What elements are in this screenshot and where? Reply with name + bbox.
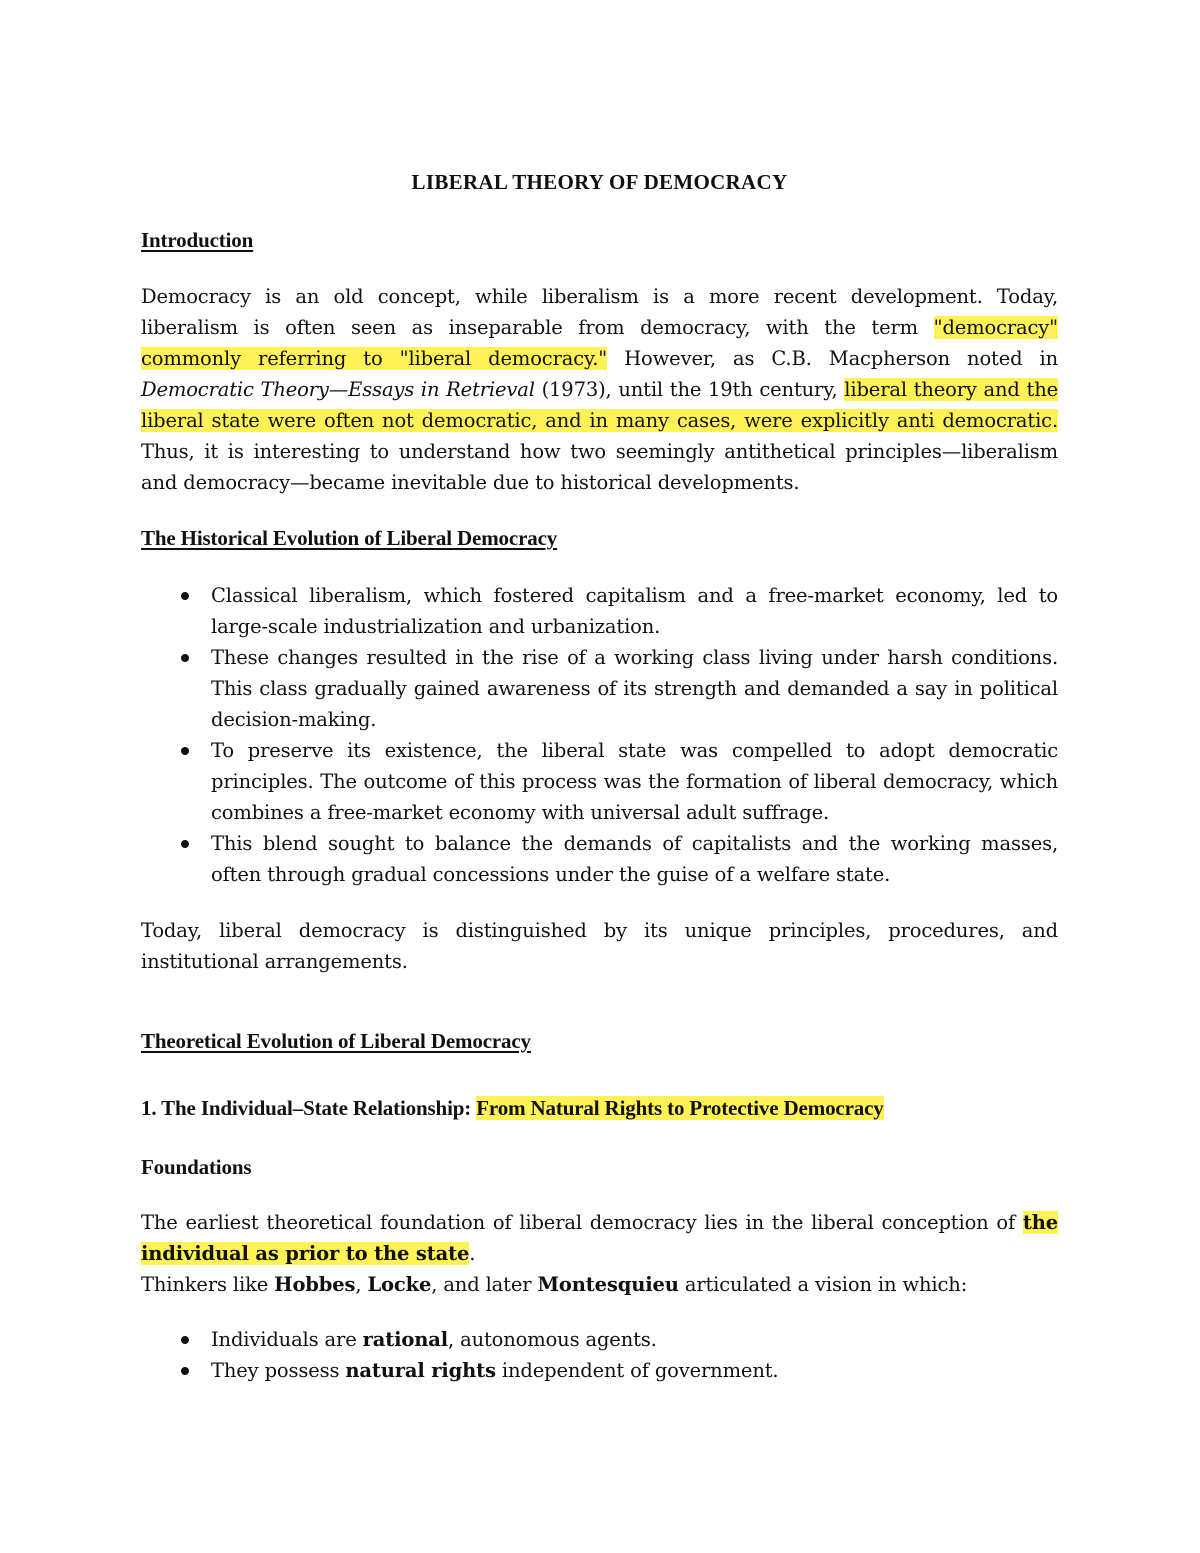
bullet-icon: [181, 1367, 189, 1375]
foundations-bullet-list: [141, 1324, 1058, 1386]
historical-bullet-list: [141, 580, 1058, 890]
thinkers-comma: ,: [355, 1273, 368, 1296]
bullet-text: Classical liberalism, which fostered capitalism and a free-market economy, led to large-scale industrialization and urbanization.: [211, 584, 1058, 638]
foundations-paragraph: [141, 1207, 1058, 1269]
thinker-hobbes: Hobbes: [274, 1273, 356, 1296]
intro-text-1: Democracy is an old concept, while liberalism is a more recent development. Today, liberalism is often seen as inseparable from democracy, with the term: [141, 285, 1058, 339]
thinker-montesquieu: Montesquieu: [537, 1273, 679, 1296]
thinkers-text-mid: , and later: [431, 1273, 538, 1296]
bullet-icon: [181, 654, 189, 662]
bullet-text: To preserve its existence, the liberal state was compelled to adopt democratic principles. The outcome of this process was the formation of liberal democracy, which combines a free-market economy with universal adult suffrage.: [211, 739, 1058, 824]
intro-heading: Introduction: [141, 228, 254, 252]
thinkers-text-end: articulated a vision in which:: [678, 1273, 968, 1296]
list-item: [141, 580, 1058, 642]
document-title: LIBERAL THEORY OF DEMOCRACY: [411, 170, 788, 194]
intro-highlight-1: "democracy" commonly referring to "liberal democracy.": [141, 316, 1058, 370]
bullet-text: These changes resulted in the rise of a working class living under harsh conditions. This class gradually gained awareness of its strength and demanded a say in political decision-making.: [211, 646, 1058, 731]
thinkers-text: Thinkers like: [141, 1273, 275, 1296]
bullet-text-end: independent of government.: [495, 1359, 779, 1382]
bullet-text: This blend sought to balance the demands of capitalists and the working masses, often through gradual concessions under the guise of a welfare state.: [211, 832, 1058, 886]
foundations-highlight: the individual as prior to the state: [141, 1211, 1058, 1265]
thinker-locke: Locke: [367, 1273, 432, 1296]
foundations-text: The earliest theoretical foundation of liberal democracy lies in the liberal conception of: [141, 1211, 1023, 1234]
subsection-highlight: From Natural Rights to Protective Democracy: [476, 1096, 884, 1120]
book-title: Democratic Theory—Essays in Retrieval: [141, 378, 535, 401]
thinkers-paragraph: [141, 1269, 1058, 1300]
bullet-bold-text: rational: [362, 1328, 448, 1351]
list-item: [141, 1324, 1058, 1355]
list-item: [141, 828, 1058, 890]
bullet-icon: [181, 747, 189, 755]
bullet-icon: [181, 1336, 189, 1344]
intro-text-3: (1973), until the 19th century,: [534, 378, 845, 401]
subsection-number-label: 1. The Individual–State Relationship:: [141, 1096, 477, 1120]
list-item: [141, 1355, 1058, 1386]
bullet-icon: [181, 840, 189, 848]
list-item: [141, 642, 1058, 735]
historical-closing-paragraph: Today, liberal democracy is distinguished by its unique principles, procedures, and institutional arrangements.: [141, 919, 1058, 973]
bullet-icon: [181, 592, 189, 600]
intro-paragraph: [141, 281, 1058, 498]
intro-text-4: Thus, it is interesting to understand how two seemingly antithetical principles—liberalism and democracy—became inevitable due to historical developments.: [141, 440, 1058, 494]
bullet-bold-text: natural rights: [345, 1359, 496, 1382]
bullet-text: They possess: [211, 1359, 346, 1382]
bullet-text: Individuals are: [211, 1328, 363, 1351]
list-item: [141, 735, 1058, 828]
intro-highlight-2: liberal theory and the liberal state were often not democratic, and in many cases, were explicitly anti democratic.: [141, 378, 1059, 432]
subsection-heading: [141, 1093, 884, 1124]
bullet-text-end: , autonomous agents.: [448, 1328, 657, 1351]
foundations-heading: Foundations: [141, 1155, 252, 1179]
historical-heading: The Historical Evolution of Liberal Democracy: [141, 526, 558, 550]
theoretical-heading: Theoretical Evolution of Liberal Democracy: [141, 1029, 531, 1053]
foundations-period: .: [469, 1242, 476, 1265]
intro-text-2: However, as C.B. Macpherson noted in: [607, 347, 1059, 370]
